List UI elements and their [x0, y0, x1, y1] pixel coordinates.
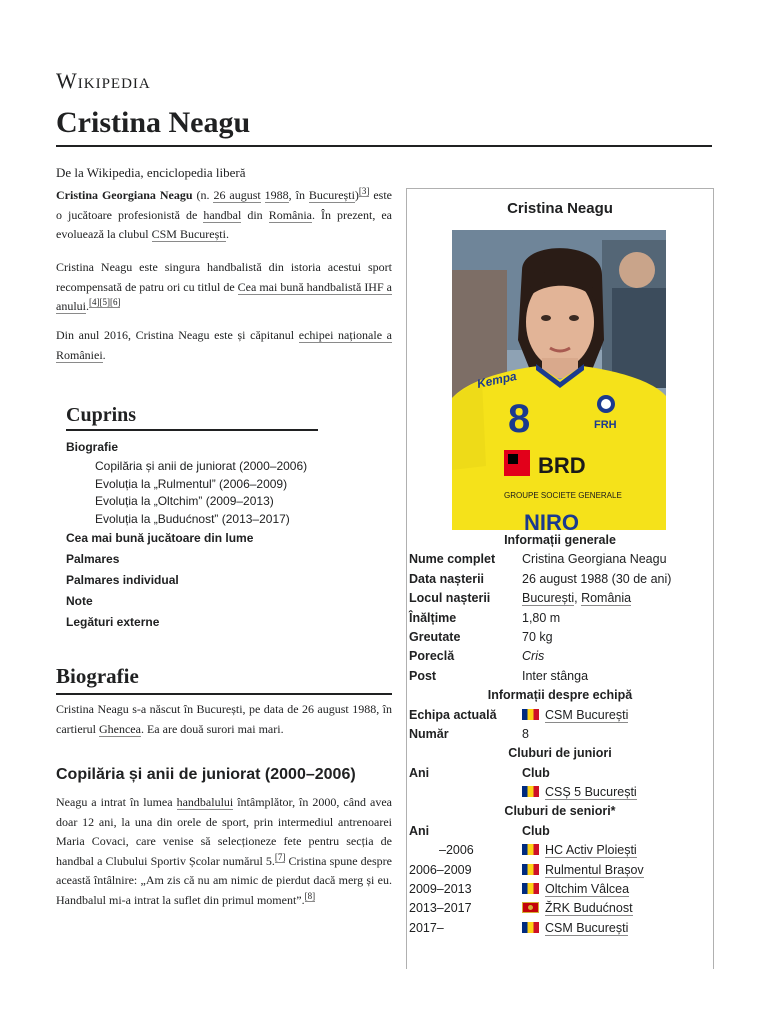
text: , în	[288, 188, 309, 202]
text: Din anul 2016, Cristina Neagu este și căpitanul	[56, 328, 299, 342]
captain-paragraph	[56, 326, 392, 365]
junior-clubs-columns	[409, 764, 711, 783]
text: din	[241, 207, 269, 222]
text: . Ea are două surori mai mari.	[140, 721, 284, 736]
infobox-row-position	[409, 667, 711, 686]
reference-7[interactable]: [7]	[274, 851, 286, 862]
infobox-row-weight	[409, 628, 711, 647]
toc-item-copilaria[interactable]: Copilăria și anii de juniorat (2000–2006)	[95, 459, 308, 473]
row-label: Greutate	[409, 629, 461, 644]
club-cell	[522, 919, 628, 938]
infobox-row-full-name	[409, 550, 711, 569]
text: .	[102, 347, 106, 362]
svg-text:NIRO: NIRO	[524, 510, 579, 530]
toc-item-rulmentul[interactable]: Evoluția la „Rulmentul” (2006–2009)	[95, 476, 288, 491]
toc-item-biografie[interactable]: Biografie	[66, 440, 119, 454]
senior-club-row	[409, 880, 711, 899]
romania-flag-icon	[522, 844, 539, 855]
reference-3[interactable]: [3]	[358, 186, 370, 196]
column-years: Ani	[409, 823, 430, 838]
column-years: Ani	[409, 765, 430, 780]
svg-text:BRD: BRD	[538, 453, 586, 478]
infobox-row-nickname	[409, 647, 711, 666]
district-link[interactable]: Ghencea	[98, 721, 141, 736]
infobox-row-birth-place	[409, 589, 711, 608]
senior-clubs-columns	[409, 822, 711, 841]
title-divider	[56, 145, 712, 147]
row-value: 70 kg	[522, 629, 553, 644]
reference-8[interactable]: [8]	[304, 890, 316, 901]
intro-paragraph	[56, 186, 392, 245]
toc-item-buducnost[interactable]: Evoluția la „Budućnost” (2013–2017)	[95, 511, 290, 526]
club-years: 2017–	[409, 920, 444, 935]
infobox-heading-junior-clubs: Cluburi de juniori	[508, 746, 612, 761]
toc-item-palmares-individual[interactable]: Palmares individual	[66, 573, 179, 587]
infobox-row-birth-date	[409, 570, 711, 589]
club-link[interactable]: Rulmentul Brașov	[545, 862, 644, 877]
current-club-link[interactable]: CSM București	[545, 707, 629, 722]
infobox-row-current-club	[409, 706, 711, 725]
row-value	[522, 706, 628, 725]
city-link[interactable]: București	[308, 188, 355, 202]
toc-list	[66, 437, 318, 633]
row-label: Echipa actuală	[409, 707, 497, 722]
infobox-title: Cristina Neagu	[507, 200, 613, 217]
text: .	[225, 227, 229, 241]
birth-date-link[interactable]: 26 august	[213, 188, 261, 202]
text: Neagu a intrat în lumea	[56, 795, 177, 809]
club-link[interactable]: ŽRK Budućnost	[545, 901, 633, 916]
club-link[interactable]: CSM București	[151, 227, 226, 241]
birth-year-link[interactable]: 1988	[264, 188, 289, 202]
handball-link[interactable]: handbal	[203, 207, 242, 222]
romania-flag-icon	[522, 786, 539, 797]
row-value: Cristina Georgiana Neagu	[522, 552, 667, 567]
biografie-paragraph	[56, 700, 392, 739]
row-value	[522, 589, 631, 608]
club-years: 2009–2013	[409, 882, 472, 897]
row-label: Nume complet	[409, 552, 496, 567]
national-team-link[interactable]: echipei naționale a României	[56, 328, 393, 362]
club-cell	[522, 783, 637, 802]
svg-text:Kempa: Kempa	[475, 368, 518, 391]
row-label: Înălțime	[409, 610, 457, 625]
player-photo-image	[452, 230, 666, 530]
infobox-heading-general: Informații generale	[504, 533, 616, 547]
copilaria-paragraph	[56, 793, 392, 910]
infobox	[406, 188, 714, 969]
award-link[interactable]: Cea mai bună handbalistă IHF a anului	[56, 279, 392, 313]
senior-club-row	[409, 919, 711, 938]
toc-item-cea-mai-buna[interactable]: Cea mai bună jucătoare din lume	[66, 531, 254, 545]
infobox-row-height	[409, 609, 711, 628]
award-paragraph	[56, 258, 392, 317]
row-label: Locul nașterii	[409, 591, 491, 606]
column-club: Club	[522, 823, 550, 838]
romania-flag-icon	[522, 922, 539, 933]
row-label: Post	[409, 668, 437, 683]
subject-name: Cristina Georgiana Neagu	[56, 188, 193, 202]
row-label: Data nașterii	[409, 571, 485, 586]
text: Cristina Neagu este singura handbalistă din istoria acestui sport recompensată de patru ori cu titlul de	[56, 260, 392, 294]
senior-club-row	[409, 899, 711, 918]
club-years: –2006	[439, 843, 474, 858]
page-title: Cristina Neagu	[56, 106, 251, 139]
row-value: Inter stânga	[522, 668, 589, 683]
section-heading-biografie: Biografie	[56, 664, 392, 695]
row-value: 26 august 1988 (30 de ani)	[522, 571, 672, 586]
text: întâmplător, în 2000, când avea doar 12 ani, la una din orele de sport, prin intermediul antrenoarei Maria Covaci, care venise să selecționeze fete pentru secția de handbal a Clubului Sportiv Școlar numărul 5.	[56, 795, 392, 868]
table-of-contents	[66, 404, 318, 633]
club-link[interactable]: Oltchim Vâlcea	[545, 882, 630, 897]
infobox-row-number	[409, 725, 711, 744]
text: (n.	[192, 188, 214, 202]
column-club: Club	[522, 765, 550, 780]
junior-club-row	[409, 783, 711, 802]
birthplace-country-link[interactable]: România	[581, 591, 632, 606]
country-link[interactable]: România	[268, 207, 313, 222]
handball-link-2[interactable]: handbalului	[176, 795, 234, 809]
separator: ,	[574, 591, 582, 606]
romania-flag-icon	[522, 883, 539, 894]
row-value: 8	[522, 726, 529, 741]
club-cell	[522, 880, 629, 899]
infobox-heading-team: Informații despre echipă	[487, 688, 633, 703]
player-photo[interactable]	[452, 230, 666, 530]
club-link[interactable]: CSM București	[545, 920, 629, 935]
text: )	[354, 188, 359, 202]
montenegro-flag-icon	[522, 902, 539, 913]
birthplace-city-link[interactable]: București	[522, 591, 575, 606]
svg-text:8: 8	[508, 397, 531, 441]
club-years: 2013–2017	[409, 901, 472, 916]
club-years: 2006–2009	[409, 862, 472, 877]
toc-item-oltchim[interactable]: Evoluția la „Oltchim” (2009–2013)	[95, 494, 274, 508]
svg-text:GROUPE SOCIETE GENERALE: GROUPE SOCIETE GENERALE	[504, 491, 622, 500]
row-value: Cris	[522, 649, 545, 664]
senior-club-row	[409, 861, 711, 880]
svg-text:FRH: FRH	[594, 419, 617, 431]
row-label: Număr	[409, 726, 449, 741]
senior-club-row	[409, 841, 711, 860]
text: este o jucătoare profesionistă de	[56, 188, 393, 222]
club-cell	[522, 899, 633, 918]
subsection-heading-copilaria: Copilăria și anii de juniorat (2000–2006)	[56, 766, 356, 783]
toc-item-legaturi-externe[interactable]: Legături externe	[66, 615, 160, 629]
text: . În prezent, ea evoluează la clubul	[56, 207, 392, 241]
toc-item-note[interactable]: Note	[66, 594, 93, 608]
club-cell	[522, 841, 637, 860]
infobox-heading-senior-clubs: Cluburi de seniori*	[504, 804, 616, 819]
club-cell	[522, 861, 644, 880]
infobox-table	[409, 531, 711, 938]
row-value: 1,80 m	[522, 610, 561, 625]
text: .	[86, 299, 89, 313]
wikipedia-wordmark[interactable]: Wikipedia	[56, 68, 151, 93]
romania-flag-icon	[522, 864, 539, 875]
tagline: De la Wikipedia, enciclopedia liberă	[56, 165, 246, 180]
references-4-5-6[interactable]: [4][5][6]	[89, 297, 121, 307]
text: Cristina spune despre această întâlnire: „Am zis că nu am nimic de pierdut dacă merg și eu. Handbalul mi-a intrat la suflet din primul moment”.	[56, 853, 392, 907]
club-link[interactable]: CSȘ 5 București	[545, 785, 637, 800]
row-label: Poreclă	[409, 649, 455, 664]
club-link[interactable]: HC Activ Ploiești	[545, 843, 637, 858]
toc-title: Cuprins	[66, 404, 318, 431]
toc-item-palmares[interactable]: Palmares	[66, 552, 120, 566]
text: Cristina Neagu s-a născut în București, pe data de 26 august 1988, în cartierul	[56, 702, 392, 736]
romania-flag-icon	[522, 709, 539, 720]
